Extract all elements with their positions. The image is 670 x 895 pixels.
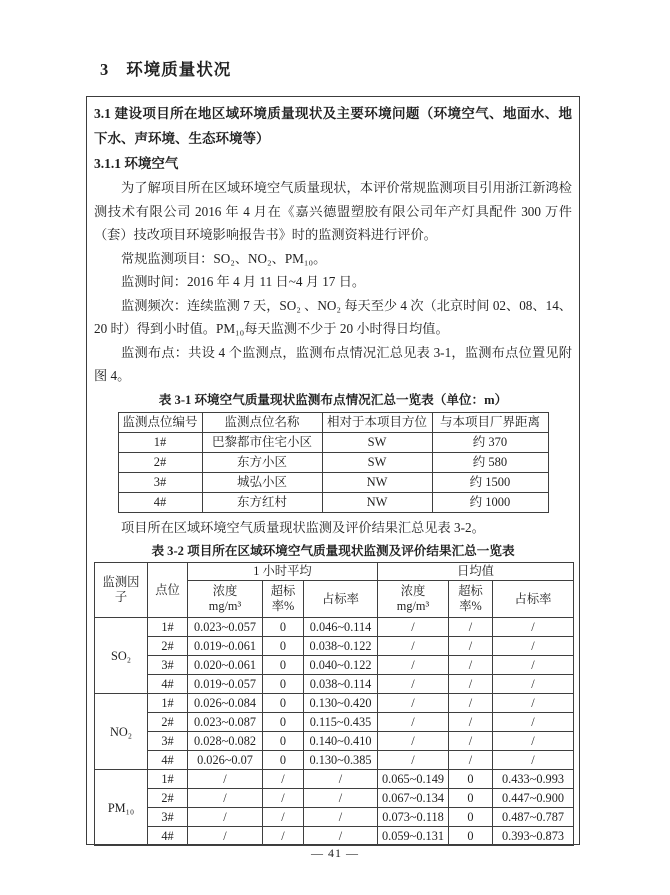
- section-3-1-heading: 3.1 建设项目所在地区域环境质量现状及主要环境问题（环境空气、地面水、地下水、声环境、生态环境等）: [94, 106, 572, 146]
- paragraph-monitoring-points: 监测布点：共设 4 个监测点，监测布点情况汇总见表 3-1，监测布点位置见附图 4。: [94, 344, 572, 383]
- cell: /: [449, 751, 493, 770]
- cell: /: [378, 694, 449, 713]
- cell: 0.026~0.084: [188, 694, 263, 713]
- cell: 0.059~0.131: [378, 827, 449, 846]
- cell: 3#: [148, 808, 188, 827]
- cell: 0.130~0.385: [304, 751, 378, 770]
- cell: 0.038~0.114: [304, 675, 378, 694]
- cell: /: [378, 656, 449, 675]
- cell: 0: [263, 713, 304, 732]
- section-3-1-1-heading: 3.1.1 环境空气: [94, 156, 179, 171]
- cell: 0: [449, 827, 493, 846]
- table-3-2-title: 表 3-2 项目所在区域环境空气质量现状监测及评价结果汇总一览表: [151, 544, 515, 558]
- chapter-number: 3: [100, 60, 110, 79]
- cell: 0.140~0.410: [304, 732, 378, 751]
- table-row: [95, 618, 574, 637]
- table-row: [95, 675, 574, 694]
- cell: 0.020~0.061: [188, 656, 263, 675]
- column-header-share-rate: 占标率: [493, 581, 574, 618]
- cell: 1#: [148, 618, 188, 637]
- column-header-exceed-rate: 超标率%: [449, 581, 493, 618]
- cell: /: [449, 675, 493, 694]
- column-header: 与本项目厂界距离: [432, 412, 548, 432]
- cell: 1#: [148, 694, 188, 713]
- cell: 4#: [118, 492, 202, 512]
- cell: 2#: [148, 637, 188, 656]
- cell: 巴黎都市住宅小区: [202, 432, 322, 452]
- cell: SW: [322, 432, 432, 452]
- cell: /: [304, 827, 378, 846]
- table-row: [95, 770, 574, 789]
- cell: /: [493, 618, 574, 637]
- cell: 0: [449, 789, 493, 808]
- cell: 0: [263, 618, 304, 637]
- chapter-heading: [100, 56, 231, 80]
- concentration-label: 浓度: [400, 584, 426, 598]
- cell: 0.447~0.900: [493, 789, 574, 808]
- table-3-1-title: 表 3-1 环境空气质量现状监测布点情况汇总一览表（单位：m）: [158, 392, 508, 407]
- cell: 0: [263, 675, 304, 694]
- cell: 0.019~0.057: [188, 675, 263, 694]
- cell: SW: [322, 452, 432, 472]
- cell: /: [304, 770, 378, 789]
- column-header-share-rate: 占标率: [304, 581, 378, 618]
- cell: 约 580: [432, 452, 548, 472]
- cell: /: [449, 637, 493, 656]
- cell: 0.028~0.082: [188, 732, 263, 751]
- cell: 2#: [148, 789, 188, 808]
- cell: /: [378, 713, 449, 732]
- cell: 4#: [148, 751, 188, 770]
- table-row: [95, 808, 574, 827]
- cell: 4#: [148, 675, 188, 694]
- cell: /: [263, 808, 304, 827]
- cell: NW: [322, 492, 432, 512]
- cell: /: [304, 808, 378, 827]
- paragraph-table2-intro: 项目所在区域环境空气质量现状监测及评价结果汇总见表 3-2。: [121, 519, 485, 535]
- table-3-1: [118, 412, 549, 513]
- paragraph-monitoring-items: 常规监测项目：SO₂、NO₂、PM₁₀。: [121, 250, 327, 266]
- table-row: [95, 732, 574, 751]
- cell: /: [493, 694, 574, 713]
- cell: 0.073~0.118: [378, 808, 449, 827]
- cell: /: [188, 808, 263, 827]
- cell: 0.038~0.122: [304, 637, 378, 656]
- cell: 3#: [118, 472, 202, 492]
- table-row: [95, 789, 574, 808]
- cell: 约 1500: [432, 472, 548, 492]
- column-header-exceed-rate: 超标率%: [263, 581, 304, 618]
- column-group-hourly: 1 小时平均: [188, 563, 378, 581]
- cell: /: [449, 694, 493, 713]
- table-3-2: [94, 562, 574, 846]
- page-number: — 41 —: [311, 846, 359, 860]
- cell: /: [378, 637, 449, 656]
- table-row: [95, 656, 574, 675]
- cell: 0.040~0.122: [304, 656, 378, 675]
- paragraph-monitoring-frequency: 监测频次：连续监测 7 天，SO₂ 、NO₂ 每天至少 4 次（北京时间 02、08、14、20 时）得到小时值。PM₁₀每天监测不少于 20 小时得日均值。: [94, 297, 572, 336]
- cell: 约 1000: [432, 492, 548, 512]
- cell: /: [493, 656, 574, 675]
- cell: 3#: [148, 732, 188, 751]
- concentration-label: 浓度: [212, 584, 238, 598]
- column-header-site: 点位: [148, 563, 188, 618]
- column-header: 监测点位名称: [202, 412, 322, 432]
- cell: 0.065~0.149: [378, 770, 449, 789]
- cell: 2#: [148, 713, 188, 732]
- cell: 0: [263, 694, 304, 713]
- cell: /: [493, 732, 574, 751]
- cell: /: [378, 732, 449, 751]
- cell: /: [493, 675, 574, 694]
- cell: 1#: [118, 432, 202, 452]
- cell: 0: [263, 732, 304, 751]
- cell: /: [449, 618, 493, 637]
- cell: 0: [263, 656, 304, 675]
- table-row: [118, 432, 548, 452]
- cell: /: [449, 656, 493, 675]
- cell: 0: [449, 808, 493, 827]
- cell: 0.023~0.057: [188, 618, 263, 637]
- column-header: 监测点位编号: [118, 412, 202, 432]
- table-header-row: [118, 412, 548, 432]
- pollutant-label: PM₁₀: [95, 770, 148, 846]
- table-row: [95, 827, 574, 846]
- table-row: [118, 492, 548, 512]
- cell: 3#: [148, 656, 188, 675]
- cell: /: [263, 789, 304, 808]
- cell: /: [188, 789, 263, 808]
- cell: 城弘小区: [202, 472, 322, 492]
- table-row: [118, 472, 548, 492]
- cell: /: [449, 732, 493, 751]
- cell: /: [378, 618, 449, 637]
- column-group-daily: 日均值: [378, 563, 574, 581]
- cell: 0.115~0.435: [304, 713, 378, 732]
- table-row: [95, 694, 574, 713]
- cell: 约 370: [432, 432, 548, 452]
- column-header-factor: 监测因子: [95, 563, 148, 618]
- cell: 东方小区: [202, 452, 322, 472]
- cell: /: [263, 827, 304, 846]
- paragraph-intro: 为了解项目所在区域环境空气质量现状，本评价常规监测项目引用浙江新鸿检测技术有限公司 2016 年 4 月在《嘉兴德盟塑胶有限公司年产灯具配件 300 万件（套）技改项目环境影响报告书》时的监测资料进行评价。: [94, 180, 572, 242]
- cell: /: [188, 770, 263, 789]
- column-header: 相对于本项目方位: [322, 412, 432, 432]
- cell: 0.433~0.993: [493, 770, 574, 789]
- table-row: [118, 452, 548, 472]
- cell: 0.487~0.787: [493, 808, 574, 827]
- table-header-row: [95, 563, 574, 581]
- column-header-concentration: [188, 581, 263, 618]
- cell: /: [493, 713, 574, 732]
- table-row: [95, 637, 574, 656]
- cell: /: [378, 751, 449, 770]
- pollutant-label: SO₂: [95, 618, 148, 694]
- pollutant-label: NO₂: [95, 694, 148, 770]
- cell: 0.067~0.134: [378, 789, 449, 808]
- cell: /: [378, 675, 449, 694]
- column-header-concentration: [378, 581, 449, 618]
- paragraph-monitoring-time: 监测时间：2016 年 4 月 11 日~4 月 17 日。: [121, 274, 366, 289]
- cell: /: [263, 770, 304, 789]
- cell: 0.023~0.087: [188, 713, 263, 732]
- table-row: [95, 751, 574, 770]
- content-box: [86, 96, 580, 845]
- cell: /: [449, 713, 493, 732]
- table-row: [95, 713, 574, 732]
- cell: 0: [449, 770, 493, 789]
- cell: 0.046~0.114: [304, 618, 378, 637]
- cell: 4#: [148, 827, 188, 846]
- cell: /: [188, 827, 263, 846]
- cell: NW: [322, 472, 432, 492]
- cell: 1#: [148, 770, 188, 789]
- cell: /: [493, 751, 574, 770]
- cell: 2#: [118, 452, 202, 472]
- cell: 0: [263, 751, 304, 770]
- cell: /: [493, 637, 574, 656]
- cell: 0.130~0.420: [304, 694, 378, 713]
- concentration-unit: mg/m³: [396, 599, 430, 613]
- cell: /: [304, 789, 378, 808]
- cell: 0.019~0.061: [188, 637, 263, 656]
- cell: 0.393~0.873: [493, 827, 574, 846]
- cell: 0.026~0.07: [188, 751, 263, 770]
- chapter-title: 环境质量状况: [126, 60, 232, 79]
- cell: 东方红村: [202, 492, 322, 512]
- concentration-unit: mg/m³: [208, 599, 242, 613]
- cell: 0: [263, 637, 304, 656]
